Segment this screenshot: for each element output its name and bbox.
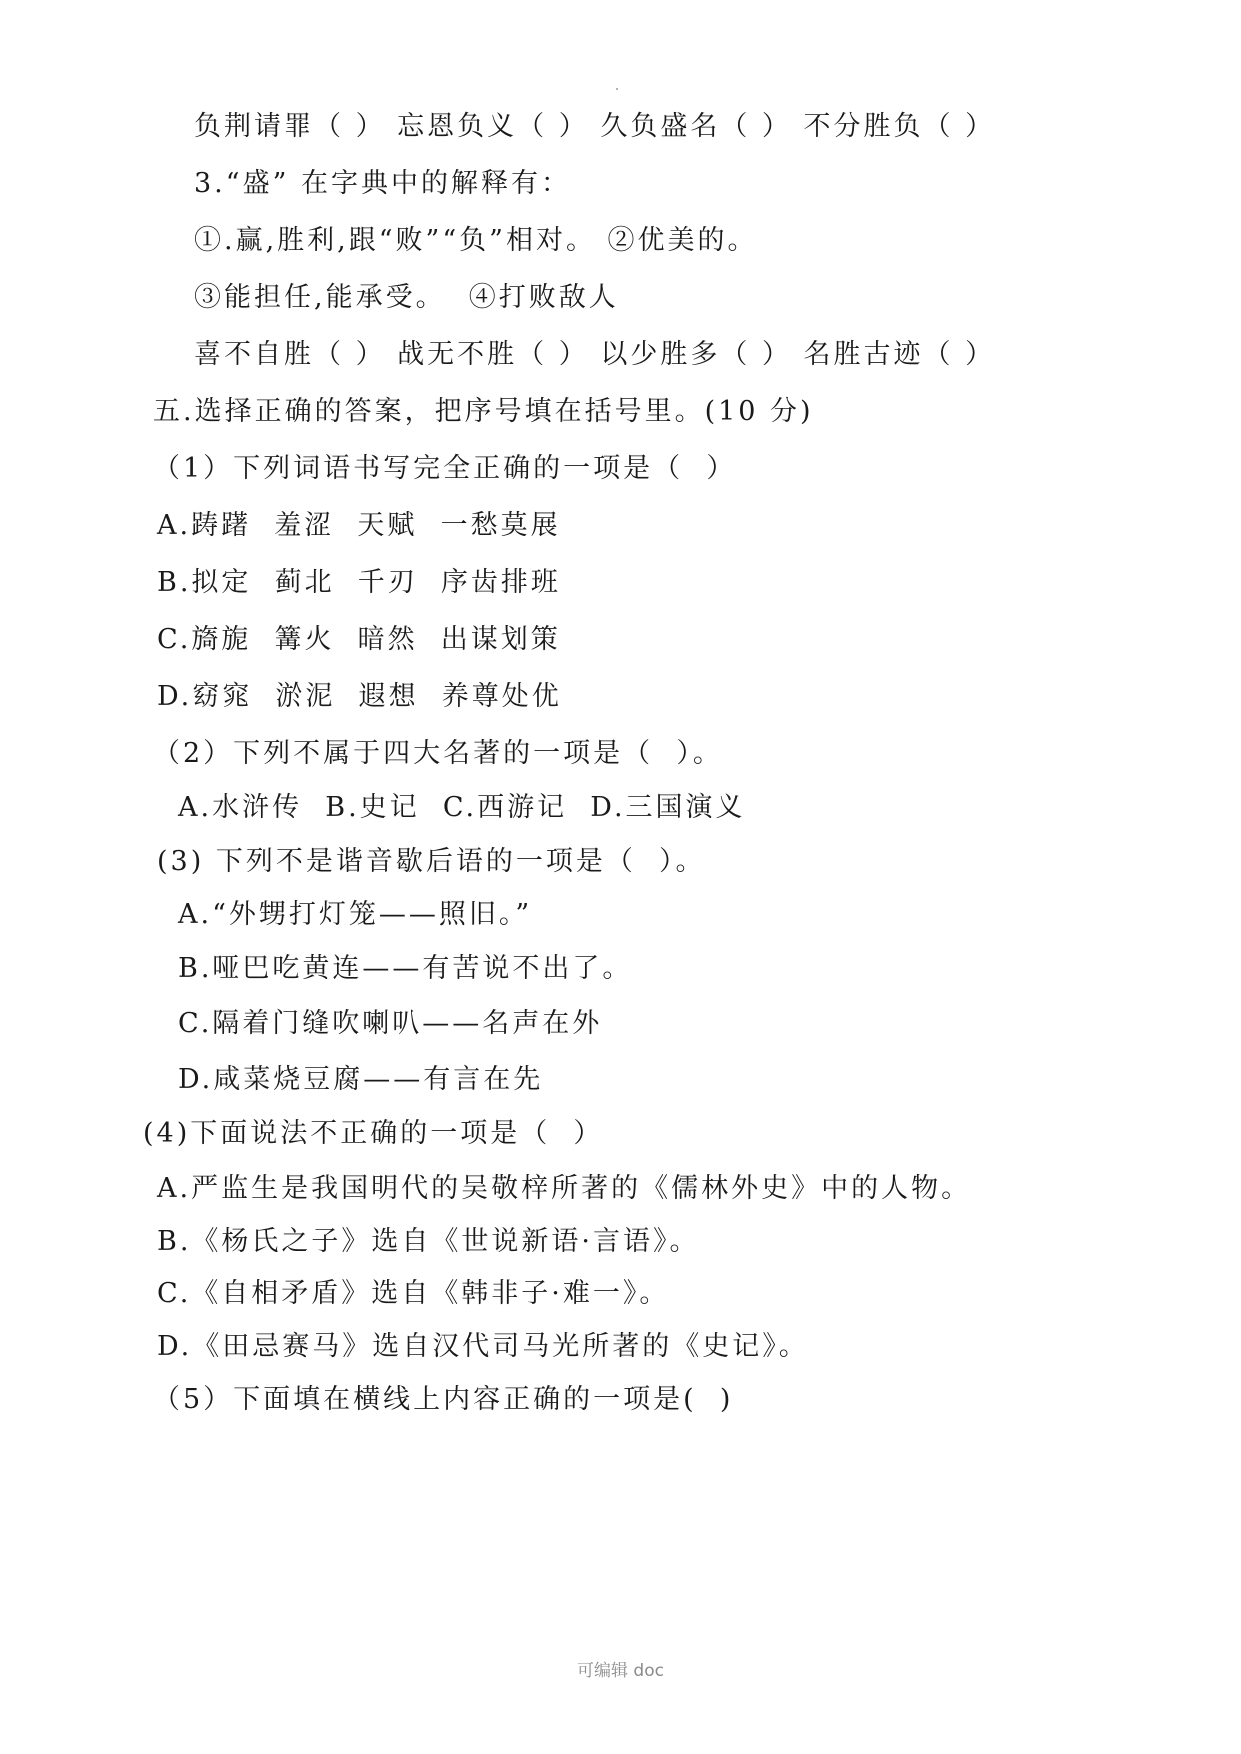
q1-option-d: D.窈窕 淤泥 遐想 养尊处优 (157, 681, 562, 712)
page-footer: 可编辑 doc (577, 1661, 664, 1681)
question-1: （1）下列词语书写完全正确的一项是（ ） (153, 453, 737, 484)
text-line-sheng-idioms: 喜不自胜（ ） 战无不胜（ ） 以少胜多（ ） 名胜古迹（ ） (194, 339, 996, 370)
q4-option-d: D.《田忌赛马》选自汉代司马光所著的《史记》。 (157, 1331, 809, 1362)
text-line-sheng-meaning-3-4: ③能担任,能承受。 ④打败敌人 (194, 282, 619, 313)
q1-option-c: C.旖旎 篝火 暗然 出谋划策 (157, 624, 561, 655)
section-heading: 五.选择正确的答案，把序号填在括号里。(10 分) (153, 396, 814, 427)
q3-option-b: B.哑巴吃黄连——有苦说不出了。 (178, 953, 633, 984)
q4-option-c: C.《自相矛盾》选自《韩非子·难一》。 (157, 1278, 670, 1309)
question-5: （5）下面填在横线上内容正确的一项是( ) (153, 1384, 734, 1415)
page-mark (616, 88, 618, 90)
q3-option-d: D.咸菜烧豆腐——有言在先 (178, 1064, 544, 1095)
q2-options: A.水浒传 B.史记 C.西游记 D.三国演义 (178, 792, 746, 823)
question-2: （2）下列不属于四大名著的一项是（ ）。 (153, 738, 723, 769)
q1-option-b: B.拟定 蓟北 千刃 序齿排班 (157, 567, 561, 598)
question-4: (4)下面说法不正确的一项是（ ） (143, 1118, 604, 1149)
text-line-sheng-meaning-1-2: ①.赢,胜利,跟“败”“负”相对。 ②优美的。 (194, 225, 758, 256)
question-3: (3) 下列不是谐音歇后语的一项是（ ）。 (157, 846, 706, 877)
q1-option-a: A.踌躇 羞涩 天赋 一愁莫展 (157, 510, 561, 541)
text-line-fu-idioms: 负荆请罪（ ） 忘恩负义（ ） 久负盛名（ ） 不分胜负（ ） (194, 111, 996, 142)
q3-option-c: C.隔着门缝吹喇叭——名声在外 (178, 1008, 603, 1039)
q4-option-a: A.严监生是我国明代的吴敬梓所著的《儒林外史》中的人物。 (157, 1173, 972, 1204)
q4-option-b: B.《杨氏之子》选自《世说新语·言语》。 (157, 1226, 700, 1257)
q3-option-a: A.“外甥打灯笼——照旧。” (178, 899, 533, 930)
text-line-sheng-heading: 3.“盛” 在字典中的解释有： (194, 168, 571, 199)
